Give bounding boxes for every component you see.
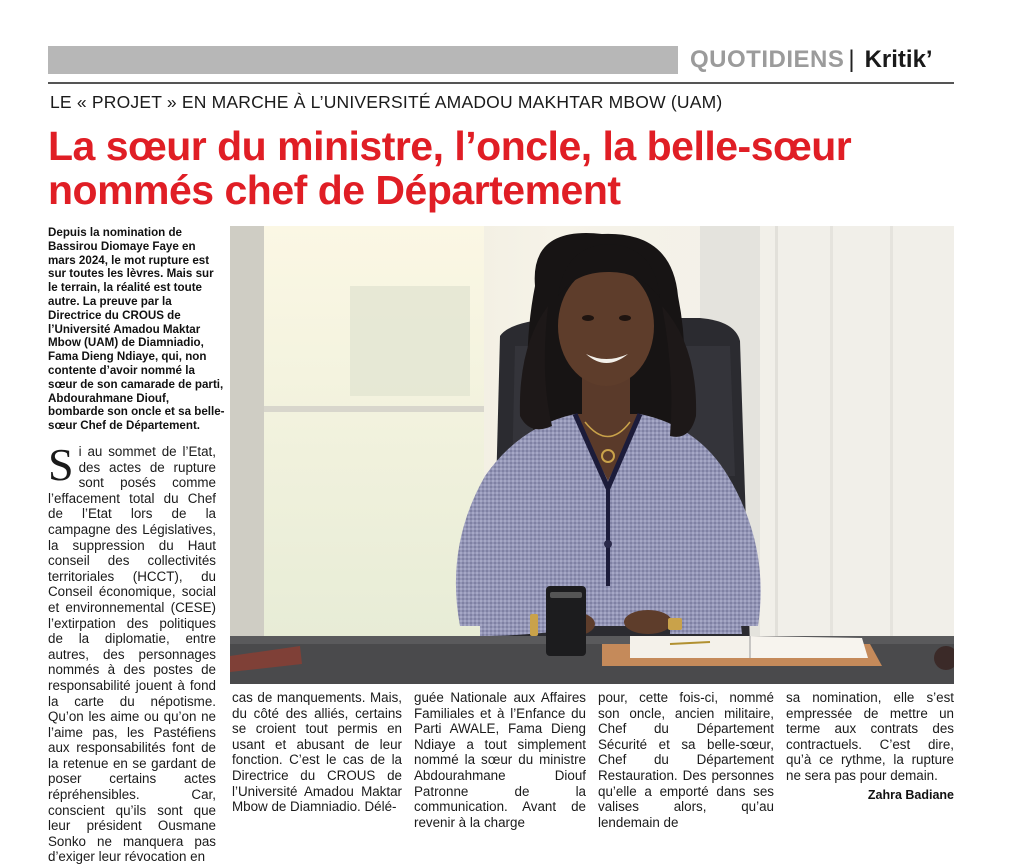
rubric-name: Kritik’ — [864, 46, 933, 73]
portrait-illustration — [230, 226, 954, 684]
body-text-2: cas de manquements. Mais, du côté des alliés, certains se croient tout permis en usant et abusant de leur fonction. C’est le cas de la Directrice du CROUS de l’Université Amadou Maktar Mbow de Diamniadio. Délé- — [232, 690, 402, 815]
kicker: LE « PROJET » EN MARCHE À L’UNIVERSITÉ AMADOU MAKHTAR MBOW (UAM) — [50, 92, 723, 112]
headline — [48, 124, 960, 212]
body-column-1 — [48, 439, 216, 865]
drop-cap: S — [48, 439, 74, 490]
body-column-3 — [414, 690, 586, 830]
paper-name: QUOTIDIENS — [690, 46, 845, 73]
body-text-4: pour, cette fois-ci, nommé son oncle, ancien militaire, Chef du Département Sécurité et sa belle-sœur, Chef du Département Restauration. Des personnes qu’elle a emporté dans ses valises alors, qu’au lendemain de — [598, 690, 774, 830]
body-column-2 — [232, 690, 402, 815]
headline-line-2: nommés chef de Département — [48, 167, 621, 213]
brand-separator: | — [848, 46, 855, 73]
newspaper-brand — [690, 44, 933, 76]
body-column-4 — [598, 690, 774, 830]
header-bar — [48, 46, 678, 74]
byline: Zahra Badiane — [867, 788, 954, 802]
article-photo — [230, 226, 954, 684]
body-text-3: guée Nationale aux Affaires Familiales et à l’Enfance du Parti AWALE, Fama Dieng Ndiaye a tout simplement nommé la sœur du ministre Abdourahmane Diouf Patronne de la communication. Avant de revenir à la charge — [414, 690, 586, 830]
lead-paragraph — [48, 226, 226, 433]
body-text-5: sa nomination, elle s’est empressée de mettre un terme aux contrats des contractuels. C’est dire, qu’à ce rythme, la rupture ne sera pas pour demain. — [786, 690, 954, 783]
header-rule — [48, 82, 954, 84]
headline-line-1: La sœur du ministre, l’oncle, la belle-sœur — [48, 123, 852, 169]
lead-text: Depuis la nomination de Bassirou Diomaye Faye en mars 2024, le mot rupture est sur toutes les lèvres. Mais sur le terrain, la réalité est toute autre. La preuve par la Directrice du CROUS de l’Université Amadou Maktar Mbow (UAM) de Diamniadio, Fama Dieng Ndiaye, qui, non contente d’avoir nommé la sœur de son camarade de parti, Abdourahmane Diouf, bombarde son oncle et sa belle-sœur Chef de Département. — [48, 226, 225, 433]
body-column-5 — [786, 690, 954, 784]
body-text-1: i au sommet de l’Etat, des actes de rupture sont posés comme l’effacement total du Chef de l’Etat lors de la campagne des Législatives, la suppression du Haut conseil des collectivités territoriales (HCCT), du Conseil économique, social et environnemental (CESE) l’extirpation des politiques de la diplomatie, entre autres, des personnages nommés à des postes de responsabilité jouent à fond la carte du népotisme. Qu’on les aime ou qu’on ne l’aime pas, les Pastéfiens aux responsabilités font de la retenue en se gardant de poser certains actes répréhensibles. Car, conscient qu’ils sont que leur président Ousmane Sonko ne manquera pas d’exiger leur révocation en — [48, 444, 216, 865]
